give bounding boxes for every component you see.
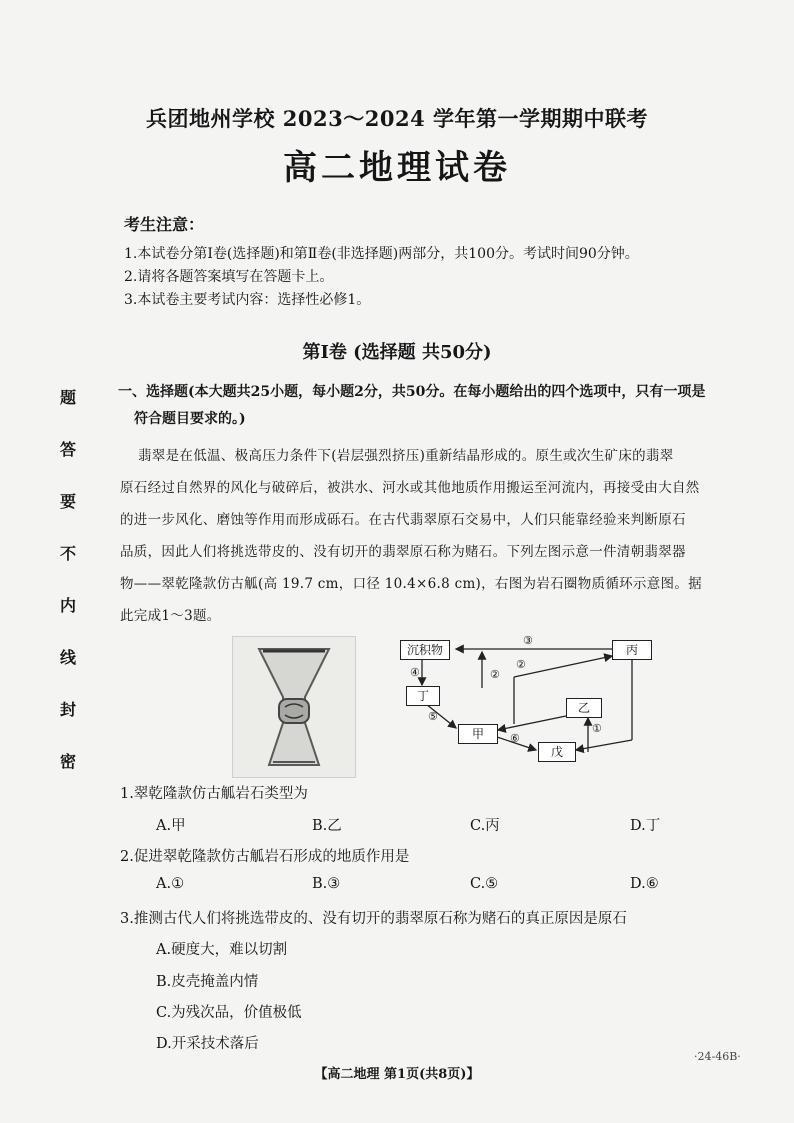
page-footer: 【高二地理 第1页(共8页)】 [314, 1067, 480, 1082]
passage-line: 翡翠是在低温、极高压力条件下(岩层强烈挤压)重新结晶形成的。原生或次生矿床的翡翠 [138, 448, 674, 464]
arrow-label: ⑥ [510, 732, 520, 745]
node-yi: 乙 [566, 698, 602, 718]
seal-char: 密 [59, 752, 76, 771]
question-3-stem: 3.推测古代人们将挑选带皮的、没有切开的翡翠原石称为赌石的真正原因是原石 [120, 911, 627, 927]
arrow-label: ② [516, 658, 526, 671]
jade-vase-photo [232, 636, 356, 778]
question-1-option: A.甲 [156, 818, 186, 834]
arrow-label: ③ [523, 634, 533, 647]
exam-subtitle: 兵团地州学校 2023～2024 学年第一学期期中联考 [145, 106, 648, 131]
question-2-option: D.⑥ [630, 876, 659, 892]
question-2-stem: 2.促进翠乾隆款仿古觚岩石形成的地质作用是 [120, 849, 410, 865]
question-3-option: A.硬度大，难以切割 [156, 942, 288, 958]
seal-char: 要 [59, 492, 76, 511]
question-2-option: B.③ [312, 876, 341, 892]
node-wu: 戊 [538, 742, 576, 762]
question-2-option: C.⑤ [470, 876, 499, 892]
question-1-option: D.丁 [630, 818, 661, 834]
section-instruction: 一、选择题(本大题共25小题，每小题2分，共50分。在每小题给出的四个选项中，只有一项是 [118, 384, 706, 400]
rock-cycle-diagram [398, 632, 664, 766]
passage-line: 此完成1～3题。 [120, 608, 221, 624]
question-2-option: A.① [156, 876, 185, 892]
question-1-option: C.丙 [470, 818, 500, 834]
notice-item: 3.本试卷主要考试内容：选择性必修1。 [124, 292, 371, 308]
notice-item: 1.本试卷分第Ⅰ卷(选择题)和第Ⅱ卷(非选择题)两部分，共100分。考试时间90分钟。 [124, 246, 639, 262]
section-instruction: 符合题目要求的。) [134, 411, 246, 427]
node-bing: 丙 [612, 640, 652, 660]
seal-char: 答 [59, 440, 76, 459]
question-1-option: B.乙 [312, 818, 342, 834]
arrow-label: ④ [410, 666, 420, 679]
seal-char: 题 [59, 388, 76, 407]
passage-line: 物——翠乾隆款仿古觚(高 19.7 cm，口径 10.4×6.8 cm)，右图为岩石圈物质循环示意图。据 [120, 576, 702, 592]
node-ding: 丁 [406, 686, 440, 706]
notice-heading: 考生注意： [124, 215, 205, 234]
exam-code: ·24-46B· [694, 1050, 741, 1063]
seal-char: 内 [59, 596, 76, 615]
section-heading: 第Ⅰ卷 (选择题 共50分) [302, 342, 492, 363]
exam-title: 高二地理试卷 [283, 148, 511, 188]
seal-char: 封 [59, 700, 76, 719]
arrow-label: ⑤ [428, 710, 438, 723]
passage-line: 的进一步风化、磨蚀等作用而形成砾石。在古代翡翠原石交易中，人们只能靠经验来判断原石 [120, 512, 686, 528]
arrow-label: ② [490, 668, 500, 681]
notice-item: 2.请将各题答案填写在答题卡上。 [124, 269, 334, 285]
passage-line: 品质，因此人们将挑选带皮的、没有切开的翡翠原石称为赌石。下列左图示意一件清朝翡翠器 [120, 544, 686, 560]
seal-char: 不 [59, 544, 76, 563]
seal-line-notice [56, 390, 80, 770]
question-1-stem: 1.翠乾隆款仿古觚岩石类型为 [120, 786, 308, 802]
question-3-option: D.开采技术落后 [156, 1036, 259, 1052]
node-jia: 甲 [458, 724, 498, 744]
passage-line: 原石经过自然界的风化与破碎后，被洪水、河水或其他地质作用搬运至河流内，再接受由大自然 [120, 480, 700, 496]
question-3-option: B.皮壳掩盖内情 [156, 974, 259, 990]
question-3-option: C.为残次品，价值极低 [156, 1005, 302, 1021]
arrow-label: ① [592, 722, 602, 735]
node-sediment: 沉积物 [400, 640, 450, 660]
seal-char: 线 [59, 648, 76, 667]
jade-vase-image [233, 637, 355, 777]
